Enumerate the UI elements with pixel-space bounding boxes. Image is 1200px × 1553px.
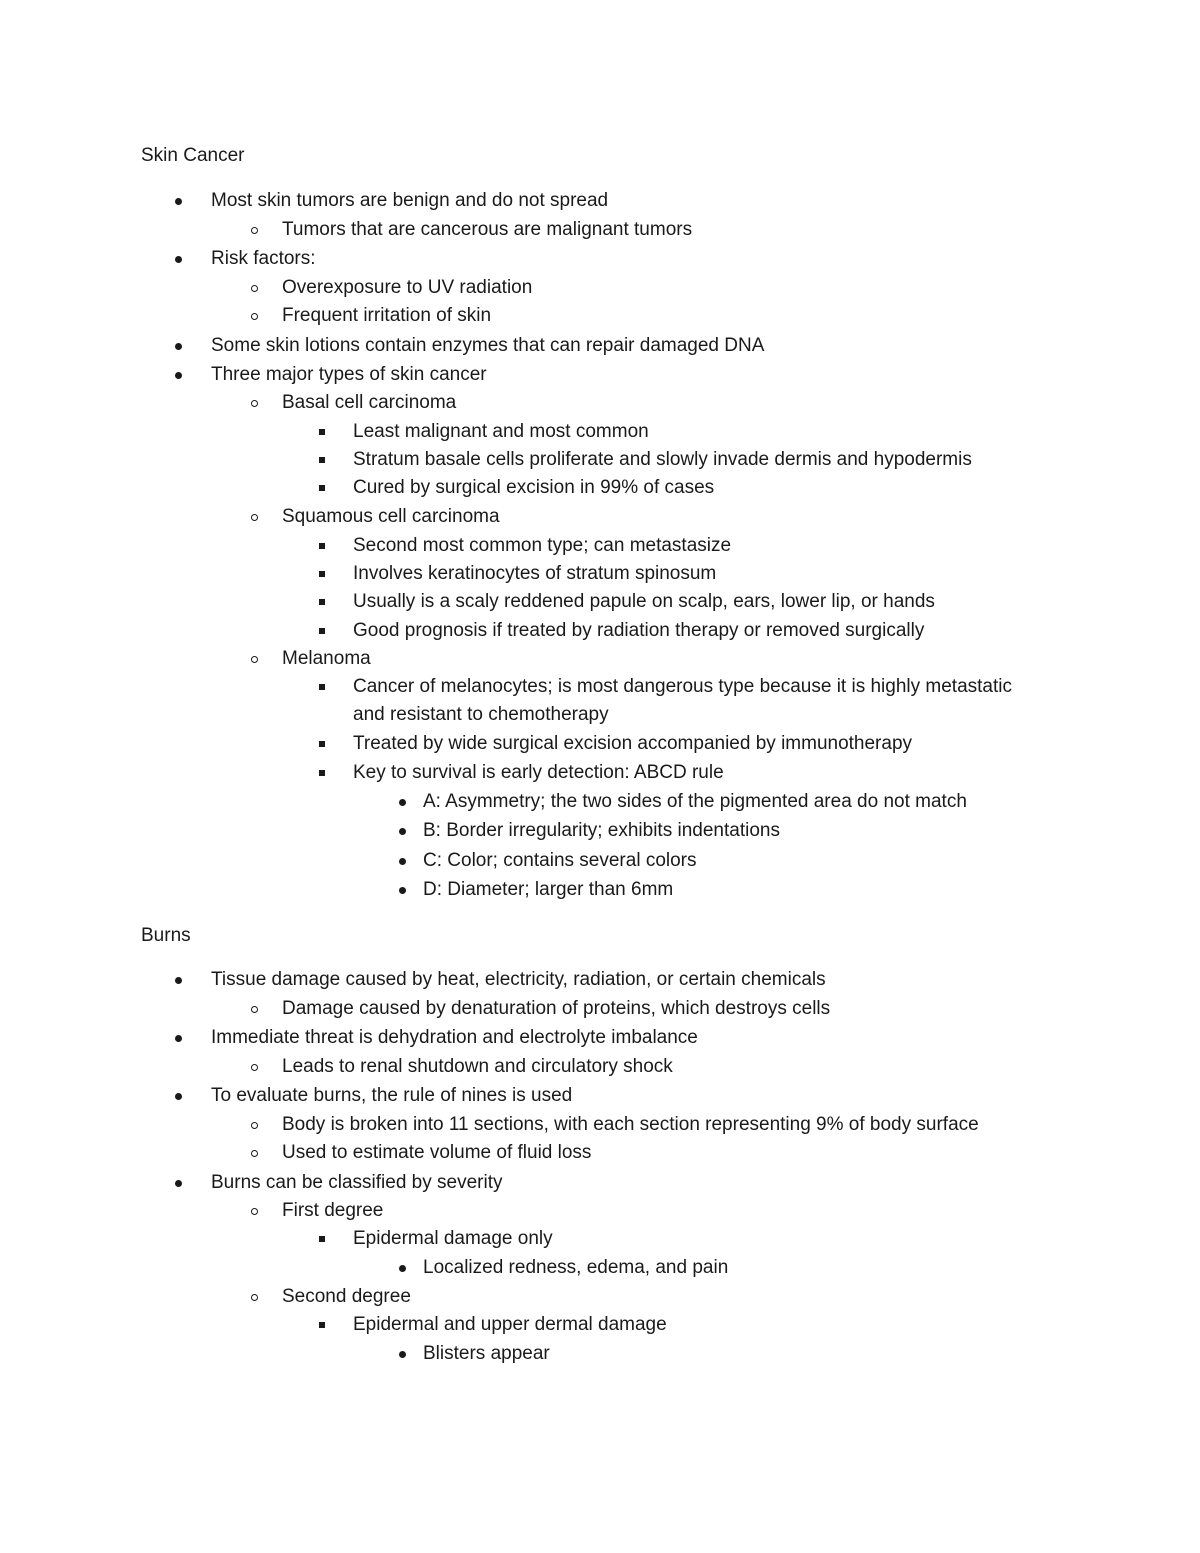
list-item-text: Cured by surgical excision in 99% of cases	[353, 477, 715, 498]
list-item-text: Key to survival is early detection: ABCD rule	[353, 762, 724, 783]
list-item-text: Involves keratinocytes of stratum spinosum	[353, 563, 717, 584]
list-item-text: Localized redness, edema, and pain	[423, 1257, 729, 1278]
list-item-text: Risk factors:	[211, 248, 316, 269]
bullet-disc-icon	[171, 334, 185, 358]
list-item-text: Epidermal damage only	[353, 1228, 553, 1249]
list-item-text: Stratum basale cells proliferate and slowly invade dermis and hypodermis	[353, 449, 972, 470]
list-item-text: D: Diameter; larger than 6mm	[423, 879, 674, 900]
bullet-square-icon	[315, 590, 329, 614]
bullet-disc-icon	[171, 1084, 185, 1108]
bullet-disc-icon	[395, 878, 409, 902]
list-item-text: Three major types of skin cancer	[211, 364, 487, 385]
list-item-text: Squamous cell carcinoma	[282, 506, 500, 527]
list-item-text: C: Color; contains several colors	[423, 850, 697, 871]
bullet-square-icon	[315, 619, 329, 643]
list-item-text: Immediate threat is dehydration and electrolyte imbalance	[211, 1027, 698, 1048]
bullet-circle-icon	[247, 304, 261, 328]
list-item-text: Overexposure to UV radiation	[282, 277, 533, 298]
bullet-disc-icon	[171, 247, 185, 271]
bullet-disc-icon	[395, 1256, 409, 1280]
bullet-square-icon	[315, 761, 329, 785]
bullet-square-icon	[315, 675, 329, 699]
list-item-text: Most skin tumors are benign and do not spread	[211, 190, 609, 211]
list-item-text: Frequent irritation of skin	[282, 305, 492, 326]
list-item-text: A: Asymmetry; the two sides of the pigmented area do not match	[423, 791, 967, 812]
bullet-square-icon	[315, 448, 329, 472]
bullet-square-icon	[315, 476, 329, 500]
list-item-text: Melanoma	[282, 648, 371, 669]
bullet-circle-icon	[247, 391, 261, 415]
list-item-text: Tumors that are cancerous are malignant tumors	[282, 219, 693, 240]
bullet-circle-icon	[247, 1141, 261, 1165]
bullet-square-icon	[315, 534, 329, 558]
list-item-text: Leads to renal shutdown and circulatory shock	[282, 1056, 673, 1077]
bullet-disc-icon	[395, 819, 409, 843]
bullet-square-icon	[315, 562, 329, 586]
list-item-text: To evaluate burns, the rule of nines is used	[211, 1085, 573, 1106]
bullet-disc-icon	[171, 968, 185, 992]
list-item-text: Least malignant and most common	[353, 421, 649, 442]
list-item-text: Used to estimate volume of fluid loss	[282, 1142, 592, 1163]
list-item-text: Treated by wide surgical excision accompanied by immunotherapy	[353, 733, 913, 754]
list-item-text: Good prognosis if treated by radiation therapy or removed surgically	[353, 620, 925, 641]
list-item-text: Tissue damage caused by heat, electricity, radiation, or certain chemicals	[211, 969, 826, 990]
bullet-square-icon	[315, 420, 329, 444]
list-item-text: Epidermal and upper dermal damage	[353, 1314, 667, 1335]
bullet-circle-icon	[247, 1113, 261, 1137]
list-item-text: Usually is a scaly reddened papule on scalp, ears, lower lip, or hands	[353, 591, 935, 612]
bullet-circle-icon	[247, 218, 261, 242]
list-item-continuation: and resistant to chemotherapy	[353, 704, 609, 725]
section-heading-burns: Burns	[141, 925, 191, 946]
bullet-square-icon	[315, 1227, 329, 1251]
list-item-text: Body is broken into 11 sections, with each section representing 9% of body surface	[282, 1114, 979, 1135]
list-item-text: Blisters appear	[423, 1343, 550, 1364]
bullet-disc-icon	[171, 363, 185, 387]
bullet-disc-icon	[395, 790, 409, 814]
bullet-circle-icon	[247, 1285, 261, 1309]
bullet-circle-icon	[247, 1199, 261, 1223]
bullet-disc-icon	[395, 1342, 409, 1366]
bullet-circle-icon	[247, 1055, 261, 1079]
list-item-text: Damage caused by denaturation of proteins, which destroys cells	[282, 998, 831, 1019]
list-item-text: Burns can be classified by severity	[211, 1172, 503, 1193]
bullet-disc-icon	[395, 849, 409, 873]
list-item-text: Second most common type; can metastasize	[353, 535, 732, 556]
list-item-text: B: Border irregularity; exhibits indentations	[423, 820, 780, 841]
bullet-disc-icon	[171, 1171, 185, 1195]
bullet-square-icon	[315, 732, 329, 756]
list-item-text: First degree	[282, 1200, 384, 1221]
list-item-text: Some skin lotions contain enzymes that can repair damaged DNA	[211, 335, 765, 356]
bullet-circle-icon	[247, 276, 261, 300]
bullet-circle-icon	[247, 505, 261, 529]
bullet-disc-icon	[171, 189, 185, 213]
bullet-square-icon	[315, 1313, 329, 1337]
bullet-disc-icon	[171, 1026, 185, 1050]
list-item-text: Basal cell carcinoma	[282, 392, 457, 413]
bullet-circle-icon	[247, 997, 261, 1021]
section-heading-skin-cancer: Skin Cancer	[141, 145, 245, 166]
bullet-circle-icon	[247, 647, 261, 671]
list-item-text: Second degree	[282, 1286, 411, 1307]
list-item-text: Cancer of melanocytes; is most dangerous type because it is highly metastatic	[353, 676, 1012, 697]
